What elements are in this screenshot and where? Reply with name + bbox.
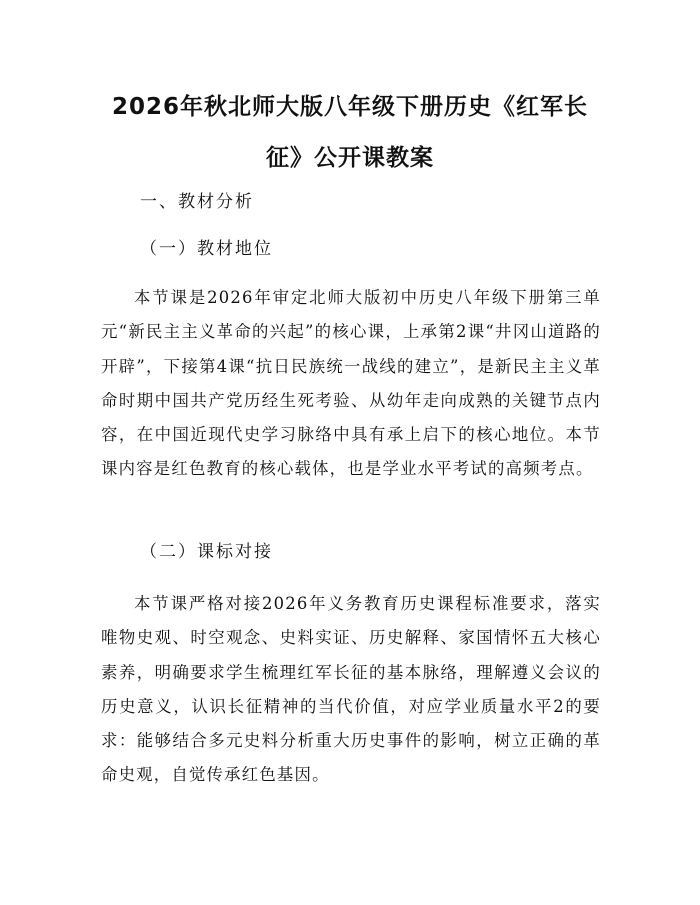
subsection-heading-textbook-position: （一）教材地位 — [140, 239, 273, 259]
paragraph-textbook-position: 本节课是2026年审定北师大版初中历史八年级下册第三单元“新民主主义革命的兴起”的核心课，上承第2课“井冈山道路的开辟”，下接第4课“抗日民族统一战线的建立”，是新民主主义革命时期中国共产党历经生死考验、从幼年走向成熟的关键节点内容，在中国近现代史学习脉络中具有承上启下的核心地位。本节课内容是红色教育的核心载体，也是学业水平考试的高频考点。 — [101, 288, 601, 479]
section-heading-textbook-analysis: 一、教材分析 — [140, 192, 254, 212]
paragraph-curriculum-standard: 本节课严格对接2026年义务教育历史课程标准要求，落实唯物史观、时空观念、史料实证、历史解释、家国情怀五大核心素养，明确要求学生梳理红军长征的基本脉络，理解遵义会议的历史意义，认识长征精神的当代价值，对应学业质量水平2的要求：能够结合多元史料分析重大历史事件的影响，树立正确的革命史观，自觉传承红色基因。 — [101, 594, 601, 785]
subsection-heading-curriculum-standard: （二）课标对接 — [140, 542, 273, 562]
document-title: 2026年秋北师大版八年级下册历史《红军长征》公开课教案 — [111, 94, 588, 171]
